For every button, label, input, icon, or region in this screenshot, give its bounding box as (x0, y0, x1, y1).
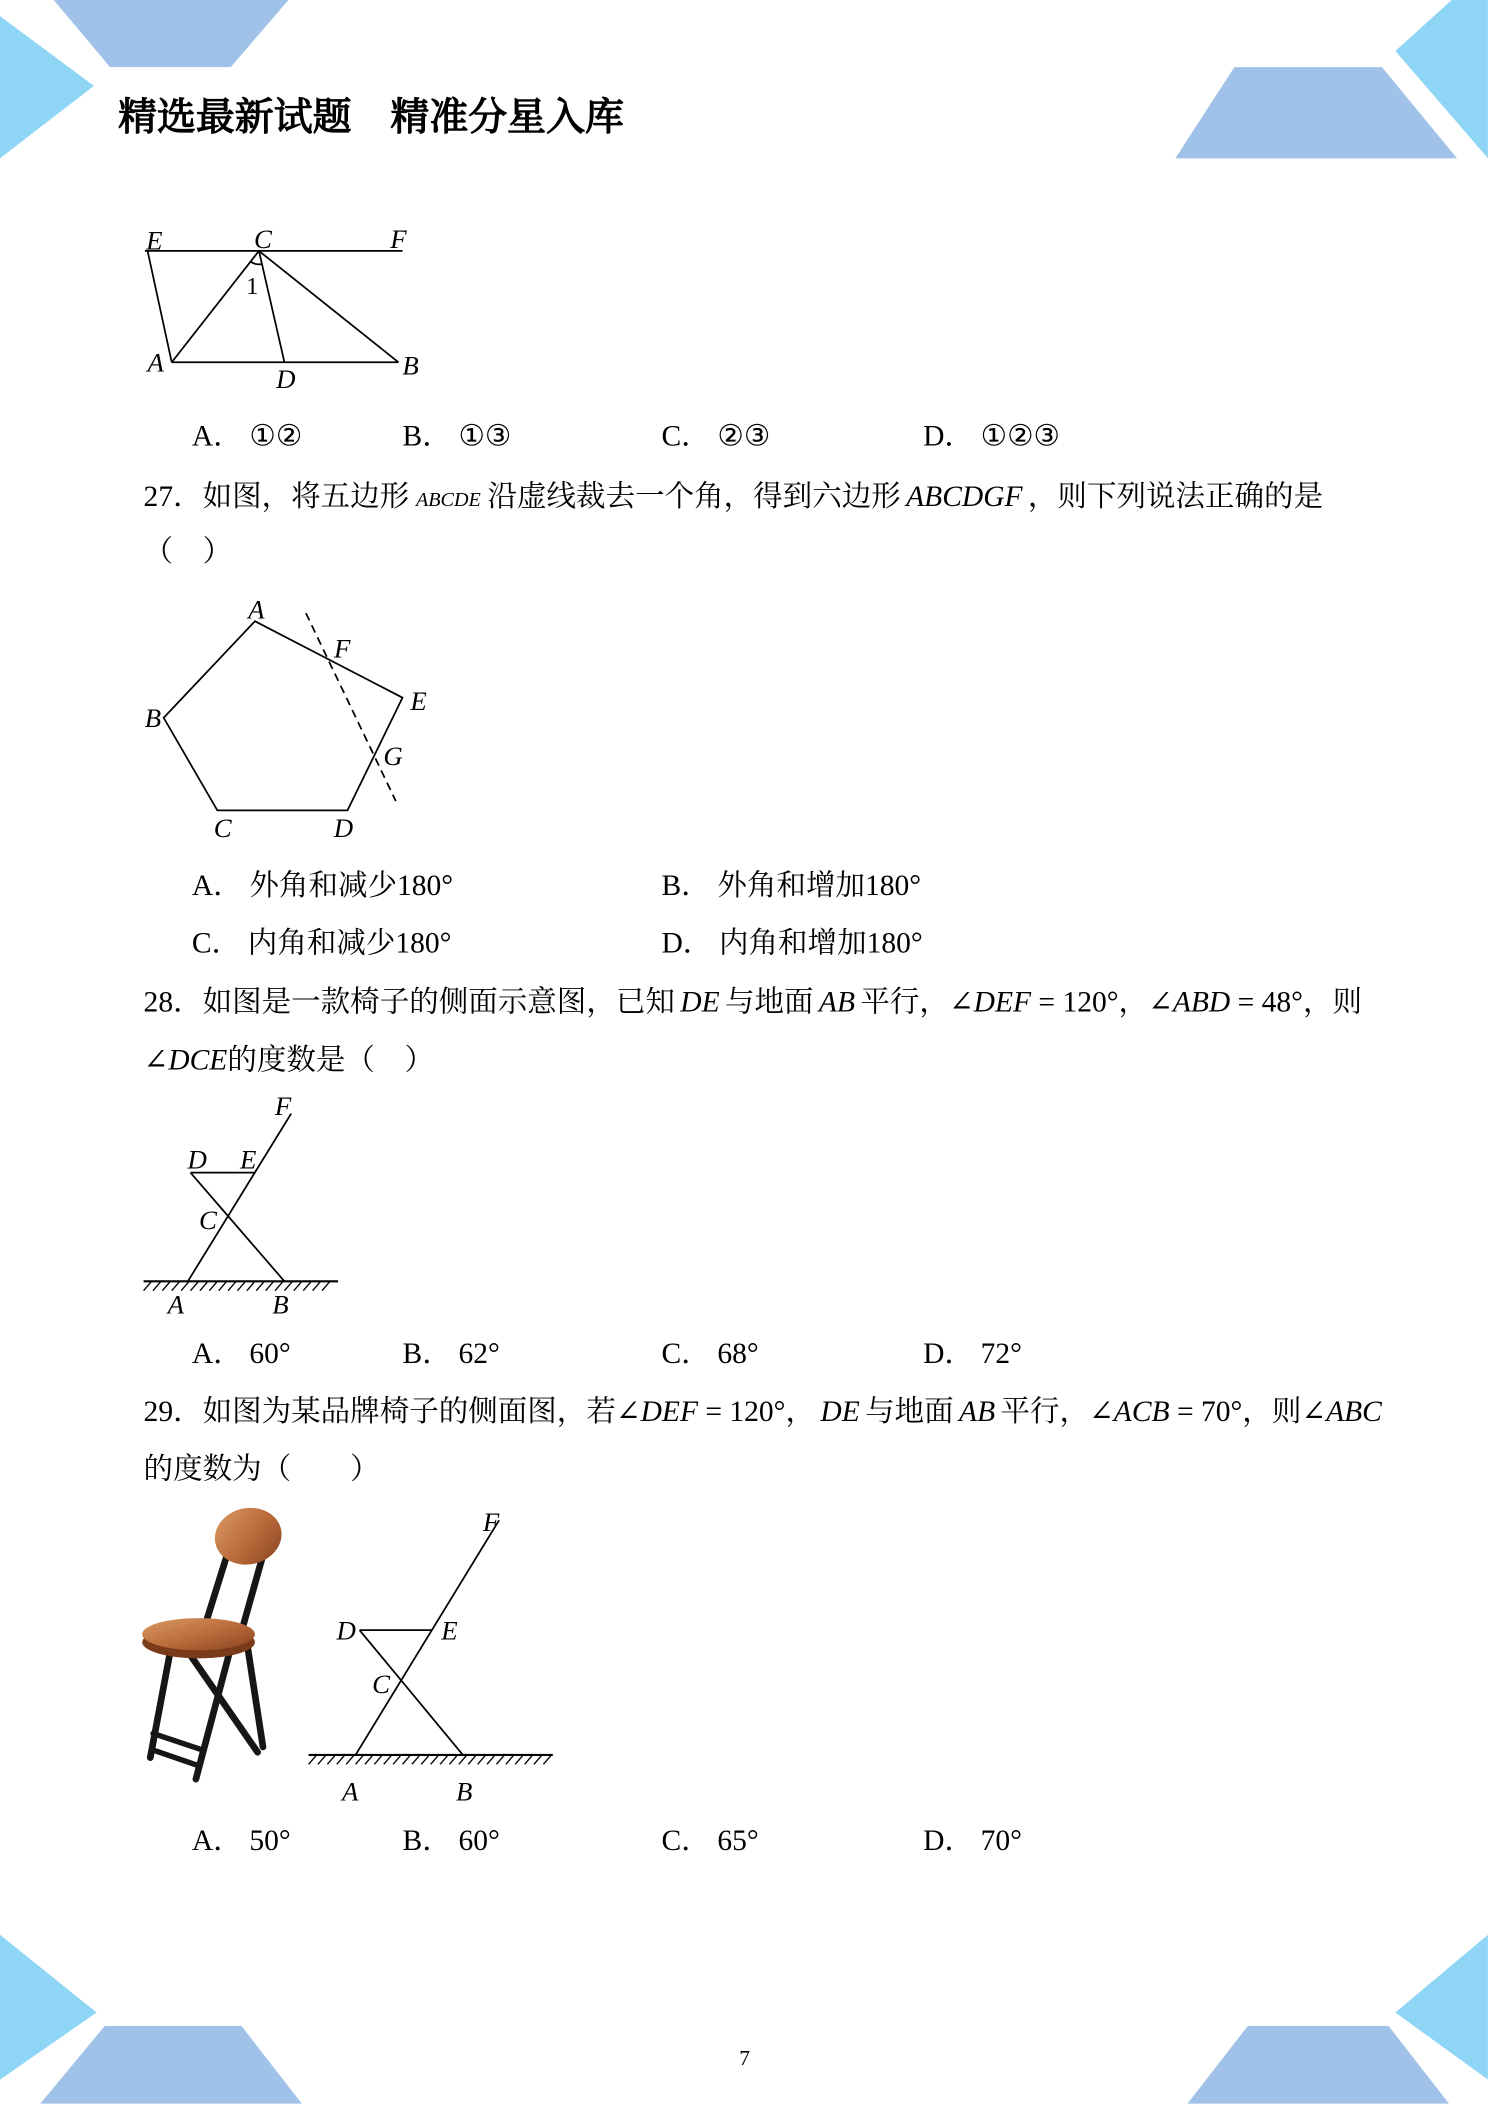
point-label: F (274, 1090, 292, 1121)
q28-stem-line-2 (144, 1044, 434, 1076)
q29-stem-line-1 (144, 1395, 1382, 1427)
option-label: A． (191, 868, 243, 902)
chair-back-post (204, 1543, 231, 1629)
text-segment: 的度数是（ ） (227, 1042, 434, 1077)
text-segment: ， (785, 1394, 816, 1428)
chair-leg (185, 1648, 257, 1753)
chair-leg (150, 1644, 171, 1758)
point-label: C (213, 813, 232, 844)
point-label: E (441, 1615, 458, 1646)
hatch-mark (431, 1755, 439, 1764)
option-text: 60° (249, 1336, 291, 1370)
chair-seat-edge (142, 1626, 255, 1658)
option-text: 外角和减少180° (249, 868, 454, 902)
figure-q28-chair-diagram (144, 1091, 339, 1320)
hatch-mark (525, 1755, 533, 1764)
hatch-mark (228, 1281, 236, 1290)
text-segment: 沿虚线裁去一个角，得到六边形 (487, 478, 901, 513)
math-value: = 120° (1031, 984, 1119, 1019)
text-segment: ， (1118, 984, 1149, 1019)
text-segment: 27．如图，将五边形 (143, 478, 410, 513)
segment-af (188, 1114, 291, 1282)
math-term: AB (818, 984, 855, 1019)
point-label: D (187, 1144, 207, 1175)
option-text: 62° (458, 1336, 500, 1370)
q27-option-d (661, 927, 922, 959)
option-text: ②③ (717, 418, 771, 453)
chair-crossbar (156, 1751, 199, 1766)
hatch-mark (487, 1755, 495, 1764)
point-label: F (333, 633, 351, 664)
chair-seat (142, 1618, 255, 1650)
decor-top-left-trapezoid (54, 0, 289, 67)
hatch-mark (172, 1281, 180, 1290)
point-label: A (341, 1776, 359, 1807)
point-label: A (248, 594, 265, 625)
hatch-mark (327, 1755, 335, 1764)
math-term: ABCDE (415, 489, 481, 512)
decor-bottom-left-trapezoid (40, 2026, 302, 2104)
hatch-mark (459, 1755, 467, 1764)
segment-ac (172, 251, 259, 362)
angle-label: 1 (246, 272, 259, 300)
point-label: F (482, 1506, 500, 1537)
hatch-mark (318, 1755, 326, 1764)
point-label: C (199, 1204, 217, 1235)
option-text: 内角和增加180° (719, 925, 923, 960)
text-segment: 平行， (860, 984, 949, 1019)
point-label: E (146, 225, 163, 256)
q29-option-d (923, 1825, 1022, 1857)
option-text: 72° (980, 1336, 1022, 1370)
hatch-mark (313, 1281, 321, 1290)
q28-option-b (403, 1338, 500, 1370)
angle-symbol: ∠ (948, 984, 974, 1019)
cut-dashed-line (306, 613, 396, 801)
math-term: ABC (1326, 1394, 1382, 1428)
q27-option-a (192, 869, 453, 901)
angle-symbol: ∠ (1089, 1394, 1114, 1428)
text-segment: ，则 (1302, 984, 1363, 1019)
option-label: A． (191, 1336, 243, 1370)
q29-option-b (403, 1825, 500, 1857)
ground-hatching (144, 1281, 330, 1290)
hatch-mark (478, 1755, 486, 1764)
segment-db (360, 1630, 463, 1755)
point-label: D (336, 1615, 356, 1646)
segment-db (191, 1173, 285, 1282)
option-text: 60° (458, 1823, 500, 1857)
point-label: D (276, 363, 296, 394)
hatch-mark (496, 1755, 504, 1764)
decor-top-right-trapezoid (1175, 67, 1457, 158)
option-label: B． (402, 1336, 452, 1370)
option-text: 65° (717, 1823, 759, 1857)
hatch-mark (191, 1281, 199, 1290)
q27-stem-line-1 (144, 480, 1324, 516)
hatch-mark (219, 1281, 227, 1290)
pentagon-abcde (164, 621, 403, 810)
q29-option-c (661, 1825, 758, 1857)
hatch-mark (356, 1755, 364, 1764)
figure-q29-chair-diagram (309, 1507, 553, 1807)
decor-top-left-triangle (0, 16, 94, 158)
q28-stem-line-1 (144, 986, 1362, 1018)
point-label: A (147, 347, 164, 378)
option-text: ①② (249, 418, 303, 453)
chair-backrest (210, 1502, 287, 1571)
hatch-mark (449, 1755, 457, 1764)
q29-option-a (192, 1825, 291, 1857)
point-label: A (167, 1289, 184, 1320)
hatch-mark (543, 1755, 551, 1764)
option-text: 70° (980, 1823, 1022, 1857)
math-term: DCE (168, 1042, 228, 1077)
point-label: C (254, 224, 272, 255)
hatch-mark (393, 1755, 401, 1764)
hatch-mark (153, 1281, 161, 1290)
hatch-mark (209, 1281, 217, 1290)
point-label: B (272, 1289, 289, 1320)
hatch-mark (384, 1755, 392, 1764)
point-label: F (390, 224, 407, 255)
point-label: B (456, 1776, 473, 1807)
text-segment: ，则 (1242, 1394, 1302, 1428)
option-text: ①②③ (980, 418, 1061, 453)
hatch-mark (421, 1755, 429, 1764)
option-text: 50° (249, 1823, 291, 1857)
figure-q26-diagram (145, 224, 419, 394)
hatch-mark (247, 1281, 255, 1290)
math-value: = 70° (1169, 1394, 1243, 1428)
hatch-mark (284, 1281, 292, 1290)
angle-symbol: ∠ (1148, 984, 1173, 1019)
q28-option-c (661, 1338, 758, 1370)
hatch-mark (181, 1281, 189, 1290)
q27-option-b (661, 869, 921, 901)
hatch-mark (237, 1281, 245, 1290)
point-label: E (240, 1144, 257, 1175)
option-text: ①③ (458, 418, 512, 453)
option-label: C． (661, 418, 711, 453)
hatch-mark (374, 1755, 382, 1764)
q26-option-d (923, 420, 1060, 452)
point-label: G (383, 740, 403, 771)
chair-leg (196, 1648, 231, 1779)
q27-stem-line-2: （ ） (143, 533, 233, 568)
option-label: C． (191, 925, 242, 960)
q26-option-a (192, 420, 302, 452)
angle-symbol: ∠ (143, 1042, 169, 1077)
q28-option-a (192, 1338, 291, 1370)
math-term: DE (820, 1394, 860, 1428)
hatch-mark (403, 1755, 411, 1764)
option-label: C． (661, 1336, 711, 1370)
hatch-mark (303, 1281, 311, 1290)
math-term: DEF (973, 984, 1032, 1019)
point-label: B (402, 350, 419, 381)
segment-cb (259, 251, 399, 362)
q29-stem-line-2: 的度数为（ ） (143, 1451, 380, 1486)
header-title: 精选最新试题 精准分星入库 (118, 93, 624, 140)
hatch-mark (256, 1281, 264, 1290)
math-value: = 48° (1230, 984, 1303, 1019)
hatch-mark (365, 1755, 373, 1764)
segment-cd (259, 251, 284, 362)
option-label: B． (402, 418, 452, 453)
q27-option-c (192, 927, 452, 959)
hatch-mark (468, 1755, 476, 1764)
hatch-mark (200, 1281, 208, 1290)
chair-crossbar (153, 1733, 201, 1749)
figure-q27-pentagon (145, 595, 427, 844)
option-label: C． (661, 1823, 711, 1857)
math-value: = 120° (697, 1394, 786, 1428)
chair-leg (247, 1642, 263, 1747)
ground-hatching (309, 1755, 552, 1764)
hatch-mark (506, 1755, 514, 1764)
angle-symbol: ∠ (615, 1394, 641, 1428)
q26-option-b (403, 420, 512, 452)
option-text: 68° (717, 1336, 759, 1370)
hatch-mark (440, 1755, 448, 1764)
hatch-mark (162, 1281, 170, 1290)
point-label: E (410, 685, 427, 716)
option-label: D． (923, 418, 974, 453)
point-label: C (372, 1669, 390, 1700)
hatch-mark (337, 1755, 345, 1764)
q28-option-d (923, 1338, 1022, 1370)
segment-ea (148, 251, 172, 362)
text-segment: 28．如图是一款椅子的侧面示意图，已知 (143, 984, 675, 1019)
math-term: DE (680, 984, 720, 1019)
q26-option-c (661, 420, 770, 452)
text-segment: 与地面 (865, 1394, 954, 1428)
hatch-mark (412, 1755, 420, 1764)
hatch-mark (294, 1281, 302, 1290)
option-label: B． (402, 1823, 452, 1857)
option-label: A． (191, 418, 243, 453)
math-term: ABCDGF (906, 478, 1023, 513)
point-label: D (333, 813, 354, 844)
text-segment: 与地面 (724, 984, 814, 1019)
option-label: A． (191, 1823, 243, 1857)
chair-back-post (242, 1546, 266, 1632)
page-number: 7 (739, 2047, 751, 2071)
decor-bottom-right-triangle (1395, 1935, 1488, 2080)
decor-top-right-triangle (1395, 0, 1488, 158)
chair-photo (142, 1502, 287, 1779)
option-label: B． (661, 868, 711, 902)
hatch-mark (534, 1755, 542, 1764)
option-text: 内角和减少180° (247, 925, 452, 960)
point-label: B (144, 703, 162, 734)
hatch-mark (275, 1281, 283, 1290)
segment-af (356, 1520, 500, 1755)
angle-1-arc (251, 261, 262, 264)
math-term: ACB (1113, 1394, 1170, 1428)
hatch-mark (144, 1281, 152, 1290)
option-label: D． (923, 1823, 974, 1857)
option-label: D． (661, 925, 713, 960)
hatch-mark (346, 1755, 354, 1764)
hatch-mark (515, 1755, 523, 1764)
math-term: AB (959, 1394, 996, 1428)
option-text: 外角和增加180° (717, 868, 922, 902)
angle-symbol: ∠ (1301, 1394, 1327, 1428)
text-segment: 29．如图为某品牌椅子的侧面图，若 (143, 1394, 616, 1428)
option-label: D． (923, 1336, 974, 1370)
text-segment: 平行， (1000, 1394, 1090, 1428)
math-term: DEF (640, 1394, 698, 1428)
math-term: ABD (1172, 984, 1231, 1019)
hatch-mark (322, 1281, 330, 1290)
hatch-mark (309, 1755, 317, 1764)
decor-bottom-right-trapezoid (1187, 2026, 1449, 2104)
decor-bottom-left-triangle (0, 1935, 97, 2080)
hatch-mark (266, 1281, 274, 1290)
text-segment: ，则下列说法正确的是 (1027, 478, 1324, 513)
